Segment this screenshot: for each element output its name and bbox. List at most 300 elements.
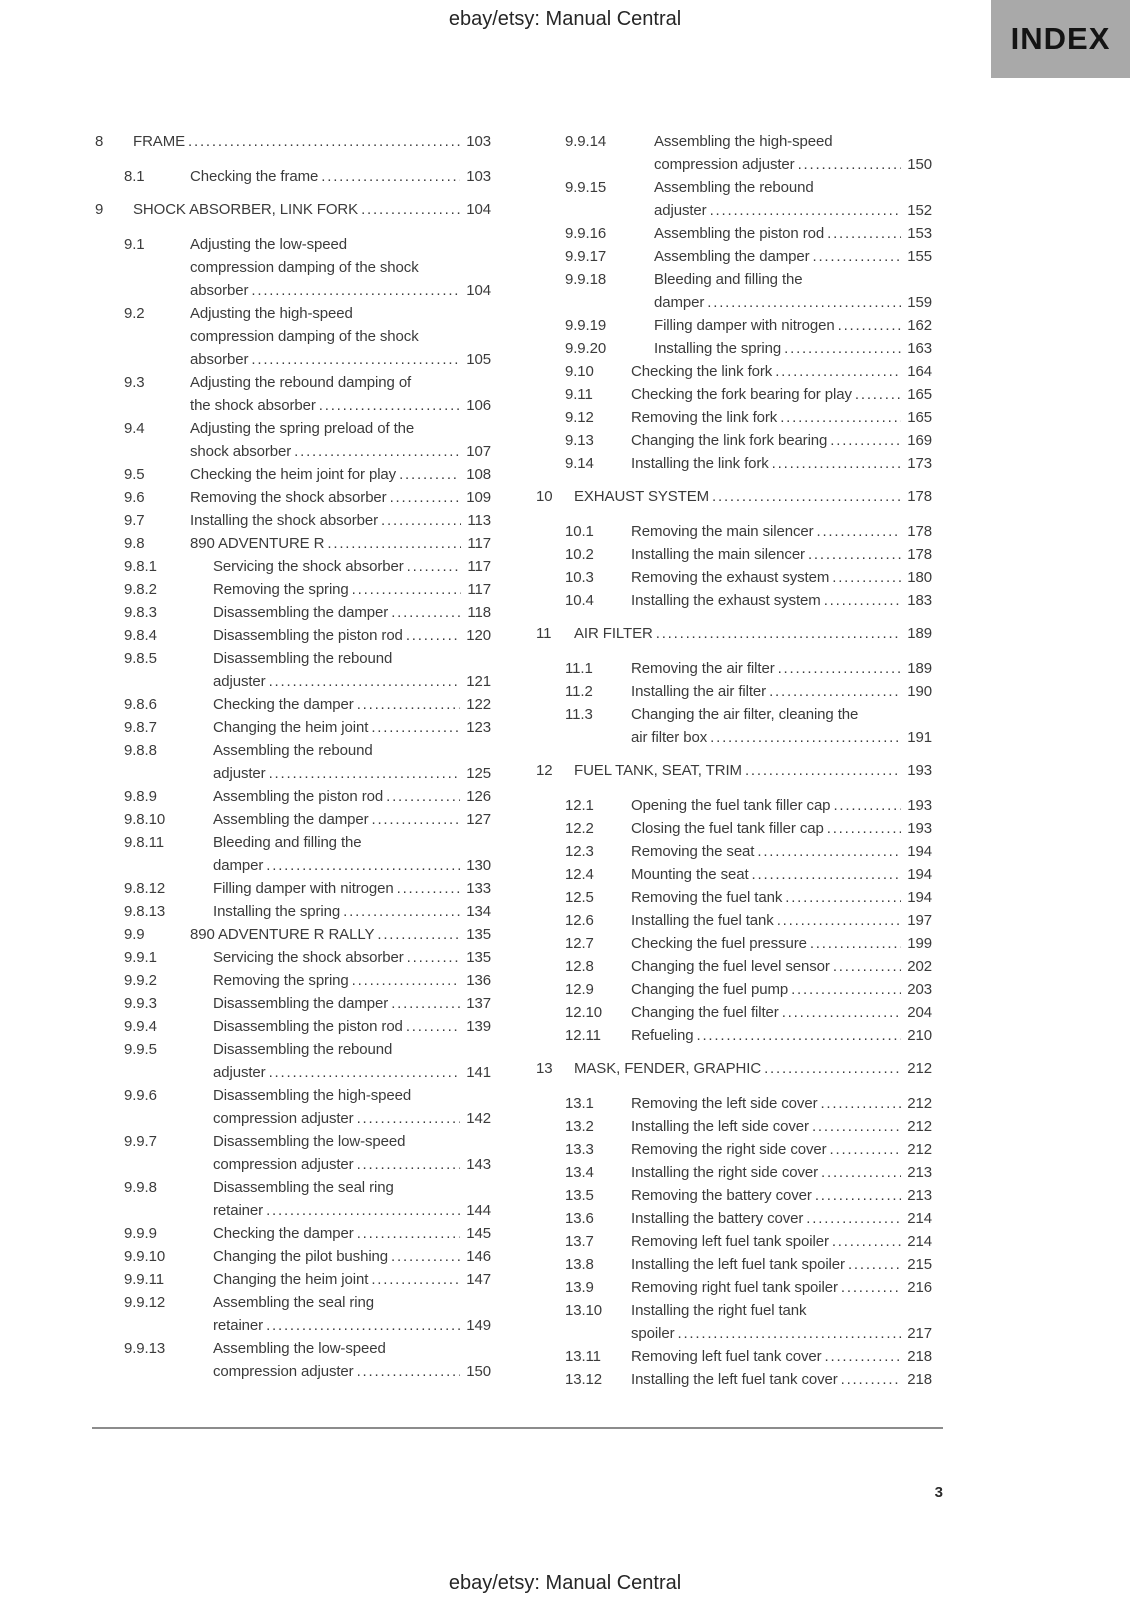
toc-entry-number: 12.3	[565, 843, 594, 860]
toc-entry-number: 9.9.2	[124, 972, 157, 989]
dot-leader	[820, 1092, 901, 1115]
toc-entry-title	[190, 233, 491, 302]
page-number: 3	[934, 1484, 943, 1501]
toc-title-line: Checking the heim joint for play	[190, 466, 397, 483]
dot-leader	[780, 406, 901, 429]
toc-title-line: compression damping of the shock	[190, 259, 419, 276]
toc-title-line: Removing the spring	[213, 581, 349, 598]
toc-entry-number: 10.1	[565, 523, 594, 540]
toc-entry-row	[95, 716, 491, 739]
toc-entry-number: 9.8	[124, 535, 145, 552]
toc-entry-page: 133	[466, 880, 491, 897]
toc-title-line: Bleeding and filling the	[654, 271, 803, 288]
toc-title-line: Removing the battery cover	[631, 1187, 812, 1204]
toc-title-line: Opening the fuel tank filler cap	[631, 797, 831, 814]
dot-leader	[825, 1345, 902, 1368]
toc-entry-number: 13.7	[565, 1233, 594, 1250]
toc-entry-row	[95, 647, 491, 693]
toc-entry-number: 9.9.12	[124, 1294, 166, 1311]
dot-leader	[827, 817, 902, 840]
toc-entry-title	[631, 1161, 932, 1184]
toc-entry-title	[574, 759, 932, 782]
toc-entry-page: 139	[466, 1018, 491, 1035]
toc-title-line: Assembling the piston rod	[654, 225, 825, 242]
toc-title-last-line	[133, 130, 491, 153]
dot-leader	[855, 383, 901, 406]
toc-entry-title	[213, 1222, 491, 1245]
toc-entry-number: 9.9.11	[124, 1271, 164, 1288]
toc-title-line: Disassembling the seal ring	[213, 1179, 394, 1196]
dot-leader	[791, 978, 901, 1001]
toc-entry-page: 180	[907, 569, 932, 586]
toc-title-last-line	[190, 348, 491, 371]
toc-title-line: Filling damper with nitrogen	[654, 317, 835, 334]
dot-leader	[390, 486, 461, 509]
toc-entry-number: 11.3	[565, 706, 593, 723]
toc-entry-title	[654, 314, 932, 337]
toc-entry-row	[95, 1222, 491, 1245]
toc-title-last-line	[190, 440, 491, 463]
toc-title-line: Disassembling the high-speed	[213, 1087, 412, 1104]
dot-leader	[321, 165, 460, 188]
toc-entry-title	[213, 785, 491, 808]
toc-entry-page: 212	[907, 1141, 932, 1158]
toc-entry-page: 117	[467, 535, 491, 552]
toc-entry-row	[95, 1038, 491, 1084]
toc-title-last-line	[631, 566, 932, 589]
toc-entry-row	[536, 1115, 932, 1138]
toc-title-last-line	[631, 1230, 932, 1253]
toc-entry-row	[536, 589, 932, 612]
toc-entry-number: 9.8.5	[124, 650, 157, 667]
toc-entry-page: 197	[907, 912, 932, 929]
dot-leader	[810, 932, 901, 955]
toc-title-last-line	[213, 808, 491, 831]
toc-entry-number: 9.13	[565, 432, 594, 449]
toc-entry-page: 217	[907, 1325, 932, 1342]
toc-title-last-line	[631, 1276, 932, 1299]
toc-entry-page: 127	[466, 811, 491, 828]
toc-entry-page: 146	[466, 1248, 491, 1265]
toc-title-line: Adjusting the high-speed	[190, 305, 353, 322]
toc-title-last-line	[133, 198, 491, 221]
dot-leader	[327, 532, 461, 555]
toc-entry-title	[631, 817, 932, 840]
toc-title-last-line	[574, 485, 932, 508]
toc-title-line: Assembling the high-speed	[654, 133, 833, 150]
toc-entry-page: 202	[907, 958, 932, 975]
toc-entry-title	[631, 1138, 932, 1161]
toc-entry-title	[631, 794, 932, 817]
toc-entry-row	[536, 452, 932, 475]
toc-title-last-line	[654, 337, 932, 360]
toc-entry-title	[631, 1184, 932, 1207]
toc-title-line: Servicing the shock absorber	[213, 949, 404, 966]
toc-entry-number: 13.3	[565, 1141, 594, 1158]
toc-title-last-line	[213, 1314, 491, 1337]
dot-leader	[266, 854, 460, 877]
toc-entry-title	[190, 165, 491, 188]
toc-title-line: Removing the spring	[213, 972, 349, 989]
toc-entry-page: 145	[466, 1225, 491, 1242]
dot-leader	[386, 785, 460, 808]
toc-entry-page: 165	[907, 386, 932, 403]
toc-title-line: Changing the fuel level sensor	[631, 958, 830, 975]
dot-leader	[269, 762, 461, 785]
toc-title-last-line	[631, 1207, 932, 1230]
dot-leader	[784, 337, 901, 360]
toc-title-last-line	[574, 1057, 932, 1080]
toc-entry-row	[536, 1161, 932, 1184]
toc-title-last-line	[631, 680, 932, 703]
toc-entry-title	[631, 886, 932, 909]
toc-entry-title	[631, 909, 932, 932]
toc-title-last-line	[631, 1345, 932, 1368]
dot-leader	[832, 566, 901, 589]
toc-entry-page: 106	[466, 397, 491, 414]
toc-title-last-line	[631, 1184, 932, 1207]
toc-entry-number: 9.8.9	[124, 788, 157, 805]
toc-entry-page: 189	[907, 625, 932, 642]
toc-entry-page: 164	[907, 363, 932, 380]
dot-leader	[251, 348, 460, 371]
dot-leader	[816, 520, 901, 543]
toc-title-last-line	[631, 452, 932, 475]
toc-entry-number: 9.9	[124, 926, 145, 943]
toc-entry-row	[536, 703, 932, 749]
toc-entry-number: 13.1	[565, 1095, 594, 1112]
toc-title-line: Installing the air filter	[631, 683, 767, 700]
toc-entry-page: 214	[907, 1233, 932, 1250]
toc-title-last-line	[190, 165, 491, 188]
toc-entry-number: 11.1	[565, 660, 593, 677]
toc-entry-number: 9.14	[565, 455, 594, 472]
toc-entry-title	[213, 808, 491, 831]
toc-entry-number: 9.3	[124, 374, 145, 391]
toc-entry-page: 212	[907, 1060, 932, 1077]
dot-leader	[712, 485, 901, 508]
dot-leader	[294, 440, 460, 463]
toc-entry-row	[536, 222, 932, 245]
toc-entry-number: 10.2	[565, 546, 594, 563]
toc-entry-page: 125	[466, 765, 491, 782]
toc-title-line: adjuster	[654, 202, 707, 219]
dot-leader	[656, 622, 902, 645]
toc-title-last-line	[190, 486, 491, 509]
toc-entry-page: 159	[907, 294, 932, 311]
toc-title-line: retainer	[213, 1202, 264, 1219]
toc-column-right	[536, 130, 932, 1391]
toc-entry-row	[95, 601, 491, 624]
toc-entry-page: 143	[466, 1156, 491, 1173]
toc-entry-page: 215	[907, 1256, 932, 1273]
toc-entry-number: 9.8.7	[124, 719, 157, 736]
toc-entry-page: 213	[907, 1164, 932, 1181]
toc-entry-number: 9.9.5	[124, 1041, 157, 1058]
toc-entry-page: 162	[907, 317, 932, 334]
toc-entry-row	[536, 863, 932, 886]
toc-title-last-line	[213, 1153, 491, 1176]
toc-entry-number: 9.9.15	[565, 179, 607, 196]
toc-entry-row	[95, 693, 491, 716]
toc-entry-number: 9	[95, 201, 104, 218]
toc-title-line: Changing the heim joint	[213, 1271, 369, 1288]
toc-column-left	[95, 130, 491, 1383]
toc-entry-row	[536, 794, 932, 817]
dot-leader	[815, 1184, 901, 1207]
toc-title-line: Removing left fuel tank spoiler	[631, 1233, 829, 1250]
toc-entry-page: 199	[907, 935, 932, 952]
toc-entry-row	[95, 969, 491, 992]
toc-entry-number: 11.2	[565, 683, 593, 700]
toc-title-line: Changing the pilot bushing	[213, 1248, 389, 1265]
toc-title-last-line	[574, 622, 932, 645]
toc-entry-title	[213, 1130, 491, 1176]
toc-entry-number: 9.8.2	[124, 581, 157, 598]
toc-title-last-line	[631, 520, 932, 543]
toc-entry-page: 214	[907, 1210, 932, 1227]
toc-entry-number: 10.3	[565, 569, 594, 586]
toc-entry-page: 149	[466, 1317, 491, 1334]
toc-title-line: Servicing the shock absorber	[213, 558, 404, 575]
toc-title-line: Installing the fuel tank	[631, 912, 774, 929]
toc-title-line: Changing the fuel pump	[631, 981, 789, 998]
toc-title-last-line	[213, 992, 491, 1015]
toc-entry-row	[536, 932, 932, 955]
toc-entry-title	[213, 900, 491, 923]
toc-entry-title	[631, 1230, 932, 1253]
toc-title-line: Removing the shock absorber	[190, 489, 387, 506]
toc-title-line: adjuster	[213, 765, 266, 782]
toc-entry-title	[631, 429, 932, 452]
dot-leader	[678, 1322, 902, 1345]
dot-leader	[343, 900, 460, 923]
toc-entry-row	[536, 360, 932, 383]
toc-entry-page: 165	[907, 409, 932, 426]
toc-title-last-line	[631, 1253, 932, 1276]
toc-entry-title	[654, 176, 932, 222]
toc-entry-title	[213, 716, 491, 739]
toc-entry-row	[95, 1084, 491, 1130]
toc-entry-row	[95, 302, 491, 371]
toc-title-line: Disassembling the low-speed	[213, 1133, 406, 1150]
toc-title-last-line	[631, 955, 932, 978]
toc-entry-title	[213, 877, 491, 900]
toc-entry-page: 134	[466, 903, 491, 920]
dot-leader	[757, 840, 901, 863]
toc-entry-title	[631, 955, 932, 978]
toc-chapter-row	[536, 1057, 932, 1080]
toc-entry-number: 9.10	[565, 363, 594, 380]
toc-entry-number: 12.2	[565, 820, 594, 837]
toc-title-line: damper	[213, 857, 264, 874]
toc-entry-row	[536, 429, 932, 452]
toc-title-line: Closing the fuel tank filler cap	[631, 820, 824, 837]
toc-entry-title	[213, 1268, 491, 1291]
toc-entry-page: 191	[907, 729, 932, 746]
dot-leader	[391, 992, 460, 1015]
toc-entry-row	[95, 877, 491, 900]
toc-title-last-line	[213, 1222, 491, 1245]
toc-entry-page: 122	[466, 696, 491, 713]
toc-title-line: Disassembling the rebound	[213, 650, 393, 667]
toc-entry-number: 9.9.18	[565, 271, 607, 288]
toc-title-line: retainer	[213, 1317, 264, 1334]
toc-entry-title	[190, 302, 491, 371]
toc-entry-page: 204	[907, 1004, 932, 1021]
toc-entry-row	[95, 233, 491, 302]
toc-entry-number: 9.4	[124, 420, 145, 437]
toc-title-last-line	[631, 794, 932, 817]
toc-entry-row	[95, 1268, 491, 1291]
toc-title-last-line	[631, 383, 932, 406]
toc-title-last-line	[631, 543, 932, 566]
toc-title-last-line	[631, 1322, 932, 1345]
dot-leader	[406, 1015, 460, 1038]
toc-title-line: Installing the link fork	[631, 455, 769, 472]
toc-entry-page: 153	[907, 225, 932, 242]
toc-title-last-line	[213, 900, 491, 923]
dot-leader	[357, 1222, 461, 1245]
toc-title-line: absorber	[190, 282, 249, 299]
toc-entry-title	[213, 647, 491, 693]
toc-entry-page: 120	[466, 627, 491, 644]
toc-title-line: Checking the frame	[190, 168, 319, 185]
toc-entry-page: 193	[907, 762, 932, 779]
toc-entry-number: 9.9.9	[124, 1225, 157, 1242]
toc-entry-page: 142	[466, 1110, 491, 1127]
dot-leader	[812, 1115, 901, 1138]
toc-title-last-line	[631, 1368, 932, 1391]
dot-leader	[838, 314, 902, 337]
toc-title-last-line	[190, 279, 491, 302]
toc-title-line: Changing the fuel filter	[631, 1004, 779, 1021]
toc-entry-row	[536, 1368, 932, 1391]
toc-entry-row	[95, 992, 491, 1015]
toc-entry-page: 216	[907, 1279, 932, 1296]
toc-entry-row	[536, 566, 932, 589]
toc-title-line: Changing the link fork bearing	[631, 432, 828, 449]
toc-entry-row	[95, 1015, 491, 1038]
toc-title-line: Filling damper with nitrogen	[213, 880, 394, 897]
toc-entry-number: 9.9.16	[565, 225, 607, 242]
toc-title-last-line	[654, 153, 932, 176]
toc-entry-page: 113	[467, 512, 491, 529]
toc-entry-number: 10	[536, 488, 553, 505]
toc-entry-number: 9.9.4	[124, 1018, 157, 1035]
toc-entry-title	[631, 657, 932, 680]
toc-entry-number: 12.8	[565, 958, 594, 975]
dot-leader	[319, 394, 460, 417]
dot-leader	[778, 657, 902, 680]
toc-title-last-line	[631, 406, 932, 429]
toc-entry-row	[95, 831, 491, 877]
toc-entry-number: 9.9.14	[565, 133, 607, 150]
toc-title-last-line	[213, 1061, 491, 1084]
toc-entry-number: 12.11	[565, 1027, 601, 1044]
toc-title-line: Checking the damper	[213, 696, 354, 713]
toc-title-last-line	[631, 932, 932, 955]
toc-title-last-line	[631, 589, 932, 612]
toc-title-last-line	[631, 840, 932, 863]
toc-entry-number: 9.9.1	[124, 949, 157, 966]
toc-entry-page: 203	[907, 981, 932, 998]
toc-entry-row	[536, 1253, 932, 1276]
toc-title-last-line	[631, 1138, 932, 1161]
toc-entry-title	[213, 831, 491, 877]
toc-entry-number: 9.9.13	[124, 1340, 166, 1357]
toc-entry-row	[536, 1276, 932, 1299]
toc-title-line: Refueling	[631, 1027, 694, 1044]
toc-title-line: Installing the left fuel tank spoiler	[631, 1256, 845, 1273]
toc-entry-page: 218	[907, 1371, 932, 1388]
toc-title-last-line	[213, 946, 491, 969]
toc-entry-title	[190, 532, 491, 555]
toc-entry-title	[213, 1245, 491, 1268]
toc-entry-title	[213, 739, 491, 785]
toc-entry-row	[95, 371, 491, 417]
toc-title-line: Removing the air filter	[631, 660, 775, 677]
toc-entry-title	[213, 992, 491, 1015]
toc-entry-title	[213, 1176, 491, 1222]
toc-title-line: Removing left fuel tank cover	[631, 1348, 822, 1365]
toc-title-last-line	[631, 657, 932, 680]
toc-entry-row	[536, 268, 932, 314]
toc-chapter-row	[536, 485, 932, 508]
toc-entry-title	[190, 417, 491, 463]
toc-title-last-line	[190, 394, 491, 417]
toc-entry-title	[631, 680, 932, 703]
toc-title-line: Disassembling the rebound	[213, 1041, 393, 1058]
toc-entry-page: 212	[907, 1095, 932, 1112]
toc-entry-number: 9.8.10	[124, 811, 166, 828]
toc-entry-row	[536, 817, 932, 840]
toc-entry-number: 13.11	[565, 1348, 601, 1365]
toc-entry-page: 218	[907, 1348, 932, 1365]
toc-entry-title	[631, 1207, 932, 1230]
toc-entry-row	[536, 1024, 932, 1047]
toc-title-last-line	[631, 1024, 932, 1047]
toc-entry-page: 150	[907, 156, 932, 173]
toc-title-last-line	[213, 1015, 491, 1038]
toc-entry-page: 190	[907, 683, 932, 700]
dot-leader	[777, 909, 902, 932]
toc-entry-number: 9.1	[124, 236, 145, 253]
toc-entry-row	[95, 946, 491, 969]
toc-entry-row	[536, 1299, 932, 1345]
toc-entry-row	[95, 417, 491, 463]
dot-leader	[710, 726, 901, 749]
toc-entry-title	[631, 452, 932, 475]
toc-entry-row	[95, 1176, 491, 1222]
toc-entry-page: 103	[466, 168, 491, 185]
toc-entry-row	[536, 680, 932, 703]
toc-entry-number: 13.12	[565, 1371, 603, 1388]
dot-leader	[269, 670, 461, 693]
toc-entry-title	[631, 703, 932, 749]
toc-title-last-line	[631, 429, 932, 452]
toc-title-line: Installing the left side cover	[631, 1118, 809, 1135]
toc-title-line: Bleeding and filling the	[213, 834, 362, 851]
toc-entry-number: 13.10	[565, 1302, 603, 1319]
toc-entry-number: 9.8.6	[124, 696, 157, 713]
toc-entry-number: 9.6	[124, 489, 145, 506]
toc-entry-page: 126	[466, 788, 491, 805]
toc-entry-page: 155	[907, 248, 932, 265]
toc-title-line: 890 ADVENTURE R RALLY	[190, 926, 375, 943]
toc-entry-title	[213, 1038, 491, 1084]
toc-entry-row	[95, 486, 491, 509]
